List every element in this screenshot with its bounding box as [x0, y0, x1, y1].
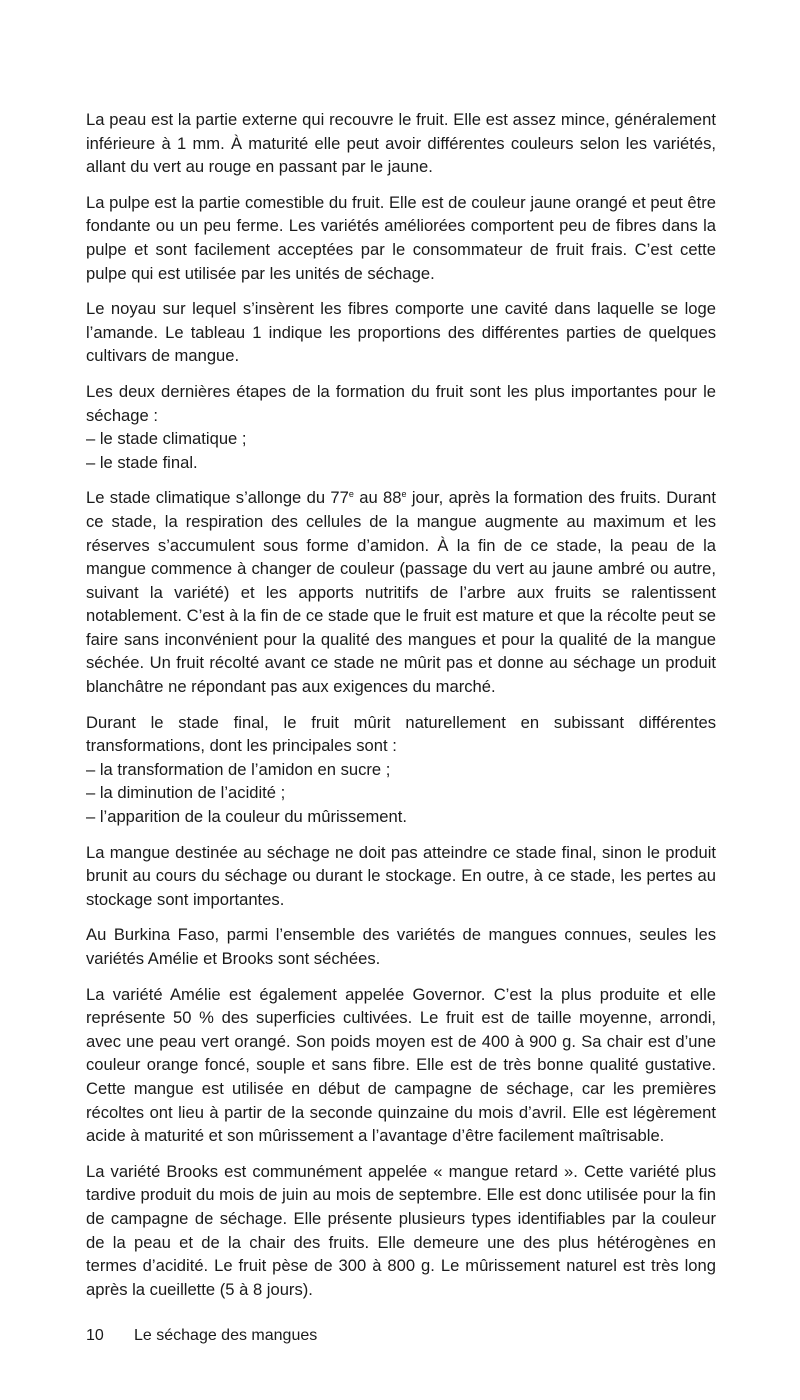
paragraph-text: Les deux dernières étapes de la formation du fruit sont les plus importantes pour le séchage : — [86, 381, 716, 425]
paragraph-stade-climatique — [86, 486, 716, 698]
superscript: e — [348, 489, 354, 500]
paragraph-sechage-stade: La mangue destinée au séchage ne doit pas atteindre ce stade final, sinon le produit brunit au cours du séchage ou durant le stockage. En outre, à ce stade, les pertes au stockage sont importantes. — [86, 842, 716, 909]
page-number: 10 — [86, 1327, 104, 1344]
text-segment: au 88 — [353, 488, 402, 508]
paragraph-stade-final — [86, 711, 716, 829]
list-item: – la transformation de l’amidon en sucre ; — [86, 759, 391, 779]
paragraph-etapes — [86, 380, 716, 474]
paragraph-text: Durant le stade final, le fruit mûrit naturellement en subissant différentes transformations, dont les principales sont : — [86, 712, 716, 756]
list-item: – le stade final. — [86, 452, 198, 472]
paragraph-noyau: Le noyau sur lequel s’insèrent les fibres comporte une cavité dans laquelle se loge l’amande. Le tableau 1 indique les proportions des différentes parties de quelques cultivars de mangue. — [86, 299, 716, 366]
list-item: – l’apparition de la couleur du mûrissement. — [86, 807, 407, 827]
paragraph-burkina: Au Burkina Faso, parmi l’ensemble des variétés de mangues connues, seules les variétés Amélie et Brooks sont séchées. — [86, 925, 716, 968]
paragraph-pulpe: La pulpe est la partie comestible du fruit. Elle est de couleur jaune orangé et peut être fondante ou un peu ferme. Les variétés améliorées comportent peu de fibres dans la pulpe et sont facilement acceptées par le consommateur de fruit frais. C’est cette pulpe qui est utilisée par les unités de séchage. — [86, 192, 716, 283]
page-footer — [86, 1327, 317, 1345]
text-segment: Le stade climatique s’allonge du 77 — [86, 488, 349, 508]
running-title: Le séchage des mangues — [134, 1327, 318, 1344]
paragraph-peau: La peau est la partie externe qui recouvre le fruit. Elle est assez mince, généralement inférieure à 1 mm. À maturité elle peut avoir différentes couleurs selon les variétés, allant du vert au rouge en passant par le jaune. — [86, 110, 716, 177]
page-body — [86, 108, 716, 1313]
list-item: – le stade climatique ; — [86, 429, 247, 449]
list-item: – la diminution de l’acidité ; — [86, 783, 286, 803]
text-segment: jour, après la formation des fruits. Durant ce stade, la respiration des cellules de la mangue augmente au maximum et les réserves s’accumulent sous forme d’amidon. À la fin de ce stade, la peau de la mangue commence à changer de couleur (passage du vert au jaune ambré ou autre, suivant la variété) et les apports nutritifs de l’arbre aux fruits se ralentissent notablement. C’est à la fin de ce stade que le fruit est mature et que la récolte peut se faire sans inconvénient pour la qualité des mangues et pour la qualité de la mangue séchée. Un fruit récolté avant ce stade ne mûrit pas et donne au séchage un produit blanchâtre ne répondant pas aux exigences du marché. — [86, 488, 717, 697]
superscript: e — [401, 489, 407, 500]
paragraph-amelie: La variété Amélie est également appelée Governor. C’est la plus produite et elle représente 50 % des superficies cultivées. Le fruit est de taille moyenne, arrondi, avec une peau vert orangé. Son poids moyen est de 400 à 900 g. Sa chair est d’une couleur orange foncé, souple et sans fibre. Elle est de très bonne qualité gustative. Cette mangue est utilisée en début de campagne de séchage, car les premières récoltes ont lieu à partir de la seconde quinzaine du mois d’avril. Elle est légèrement acide à maturité et son mûrissement a l’avantage d’être facilement maîtrisable. — [86, 984, 716, 1146]
paragraph-brooks: La variété Brooks est communément appelée « mangue retard ». Cette variété plus tardive produit du mois de juin au mois de septembre. Elle est donc utilisée pour la fin de campagne de séchage. Elle présente plusieurs types identifiables par la couleur de la peau et de la chair des fruits. Elle demeure une des plus hétérogènes en termes d’acidité. Le fruit pèse de 300 à 800 g. Le mûrissement naturel est très long après la cueillette (5 à 8 jours). — [86, 1161, 716, 1299]
